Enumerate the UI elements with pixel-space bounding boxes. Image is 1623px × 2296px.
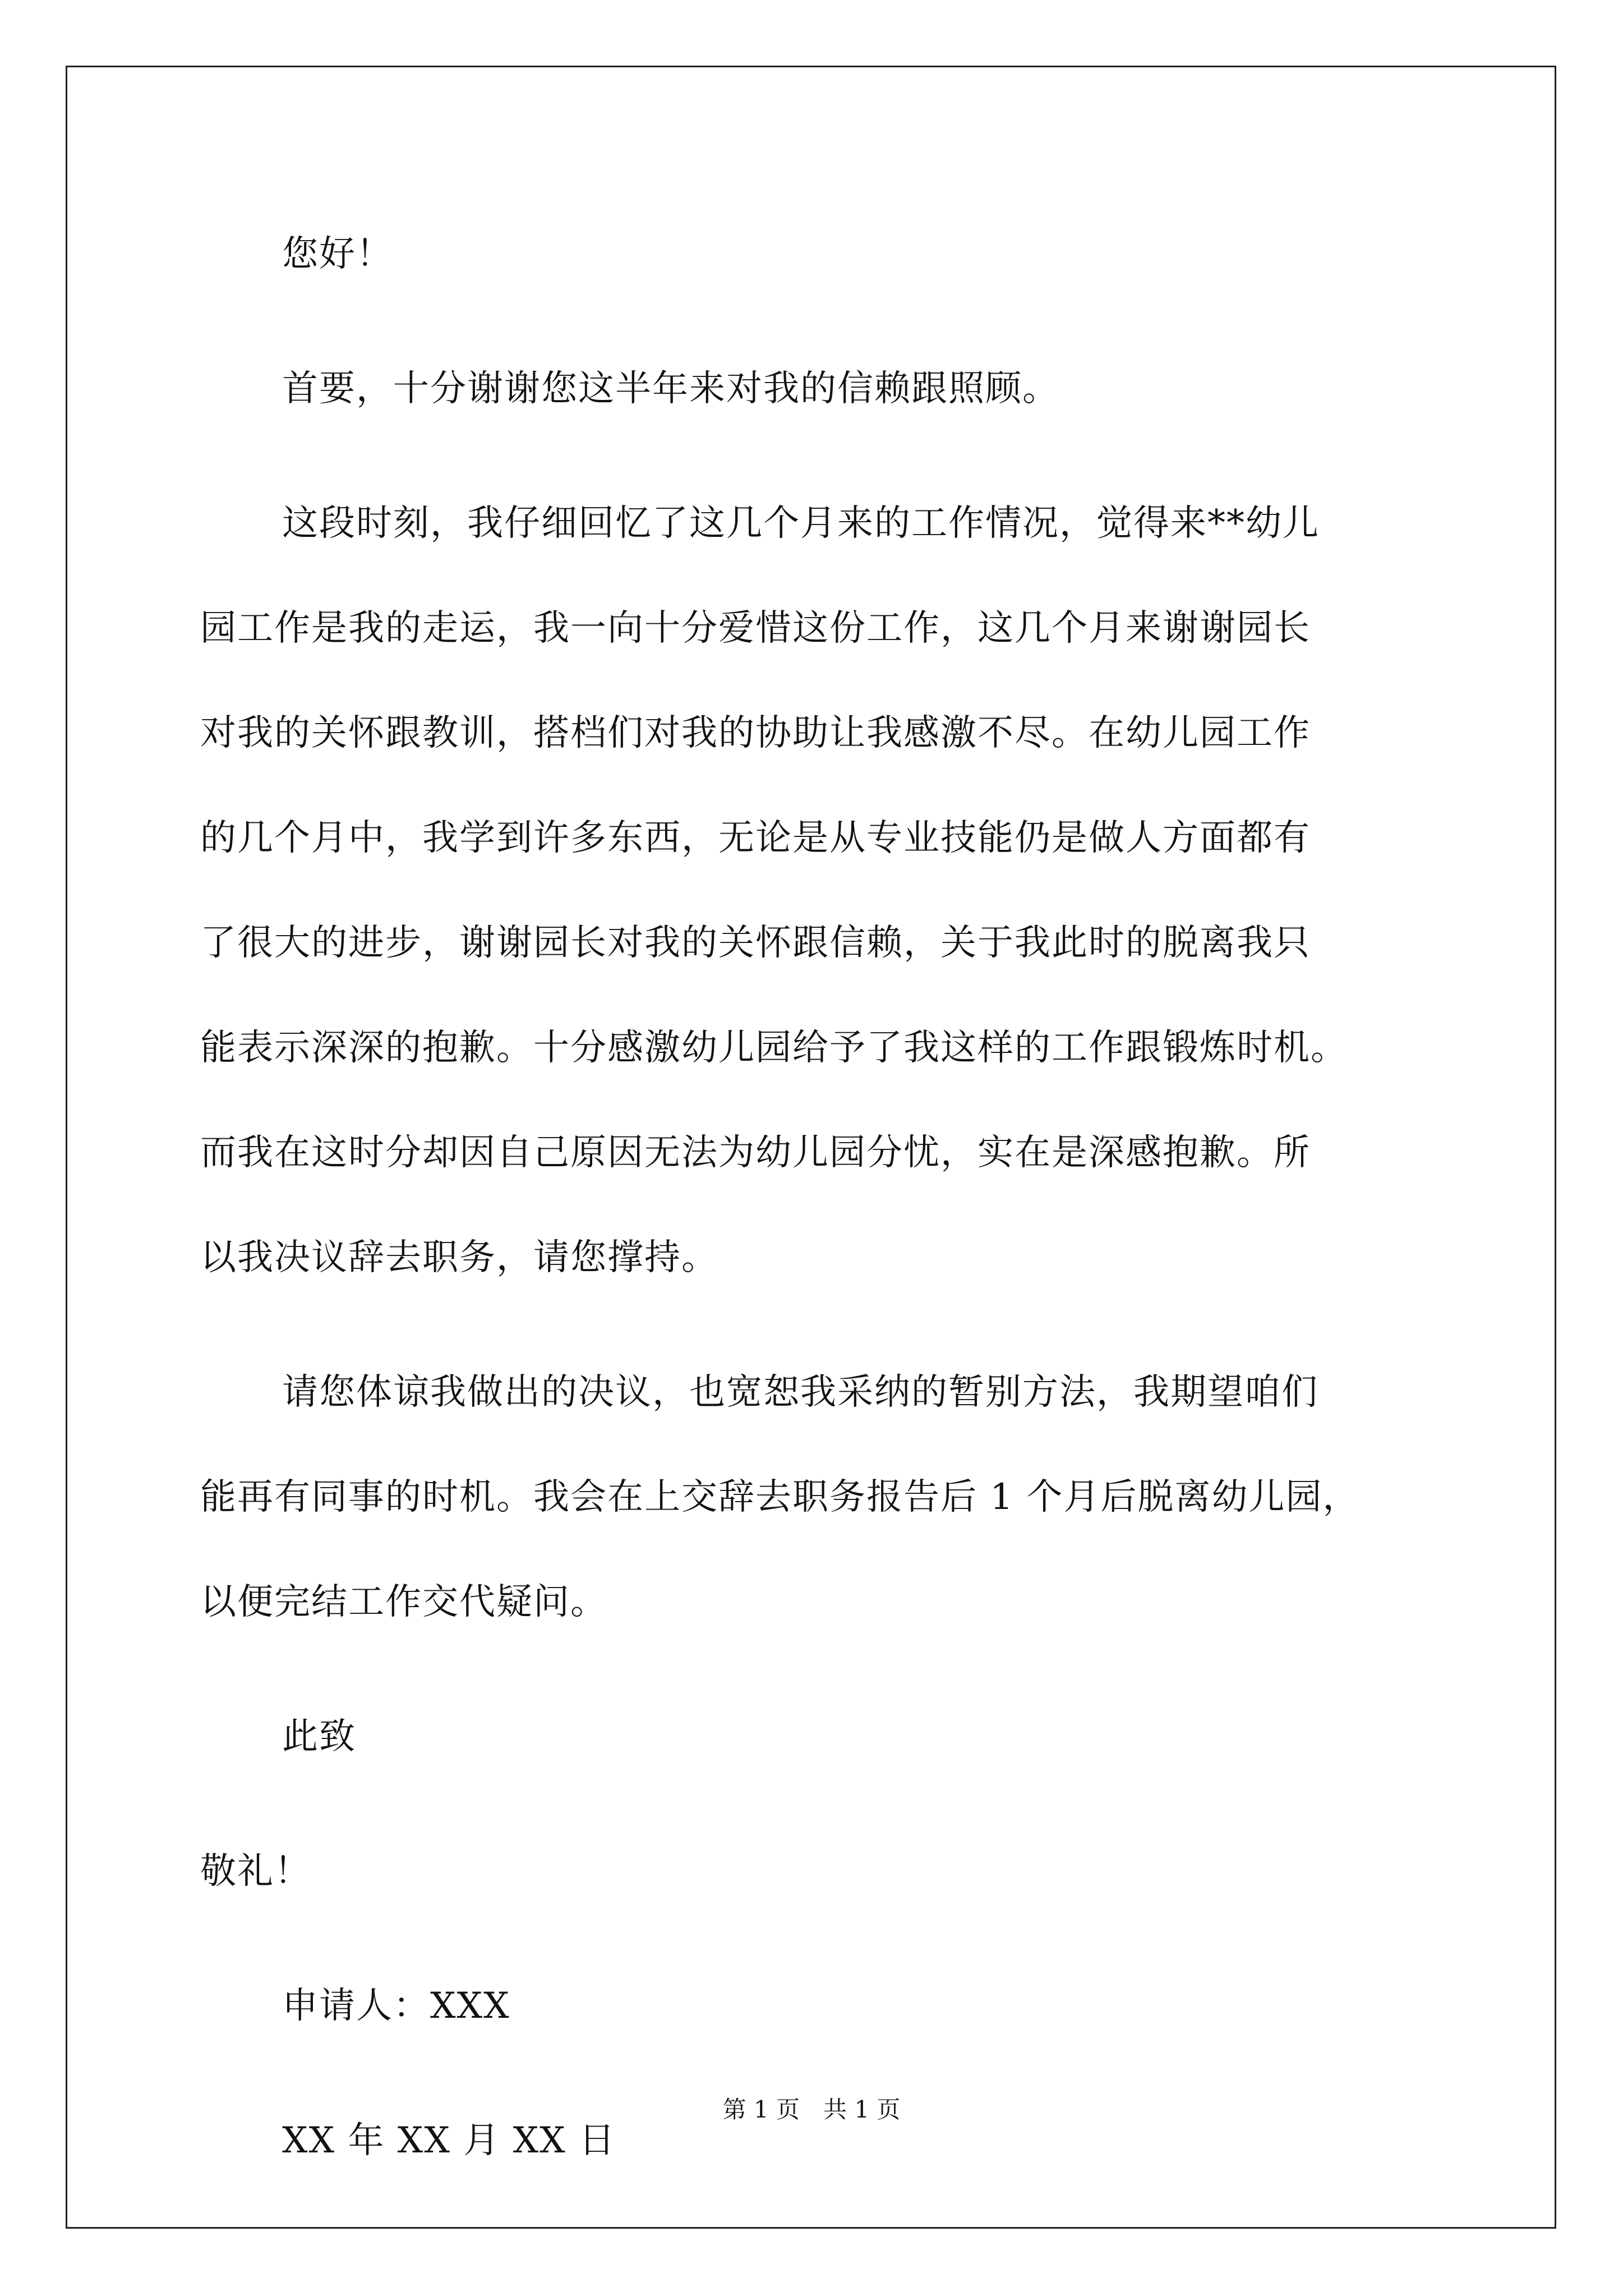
paragraph-line: 对我的关怀跟教训，搭档们对我的协助让我感激不尽。在幼儿园工作: [200, 712, 1311, 754]
paragraph-thanks: 首要，十分谢谢您这半年来对我的信赖跟照顾。: [282, 368, 1059, 409]
paragraph-line: 而我在这时分却因自己原因无法为幼儿园分忧，实在是深感抱歉。所: [200, 1132, 1311, 1174]
paragraph-reflection: [200, 471, 1468, 1310]
closing-regards: 敬礼！: [200, 1851, 311, 1892]
paragraph-line: 以便完结工作交代疑问。: [200, 1581, 607, 1623]
letter-date: XX 年 XX 月 XX 日: [282, 2120, 616, 2161]
page-footer: 第 1 页 共 1 页: [722, 2096, 901, 2123]
greeting: 您好！: [282, 233, 393, 275]
letter-body: [200, 202, 1468, 2223]
paragraph-line: 能表示深深的抱歉。十分感激幼儿园给予了我这样的工作跟锻炼时机。: [200, 1027, 1348, 1069]
paragraph-line: 以我决议辞去职务，请您撑持。: [200, 1237, 718, 1278]
paragraph-line: 的几个月中，我学到许多东西，无论是从专业技能仍是做人方面都有: [200, 817, 1311, 859]
paragraph-request: [200, 1340, 1468, 1655]
paragraph-line: 了很大的进步，谢谢园长对我的关怀跟信赖，关于我此时的脱离我只: [200, 922, 1311, 964]
paragraph-line: 这段时刻，我仔细回忆了这几个月来的工作情况，觉得来**幼儿: [282, 503, 1320, 544]
paragraph-line: 能再有同事的时机。我会在上交辞去职务报告后 1 个月后脱离幼儿园，: [200, 1476, 1360, 1518]
paragraph-line: 园工作是我的走运，我一向十分爱惜这份工作，这几个月来谢谢园长: [200, 608, 1311, 649]
closing-salutation: 此致: [282, 1716, 356, 1757]
paragraph-line: 请您体谅我做出的决议，也宽恕我采纳的暂别方法，我期望咱们: [282, 1372, 1318, 1413]
applicant-signature: 申请人：XXX: [282, 1985, 510, 2027]
